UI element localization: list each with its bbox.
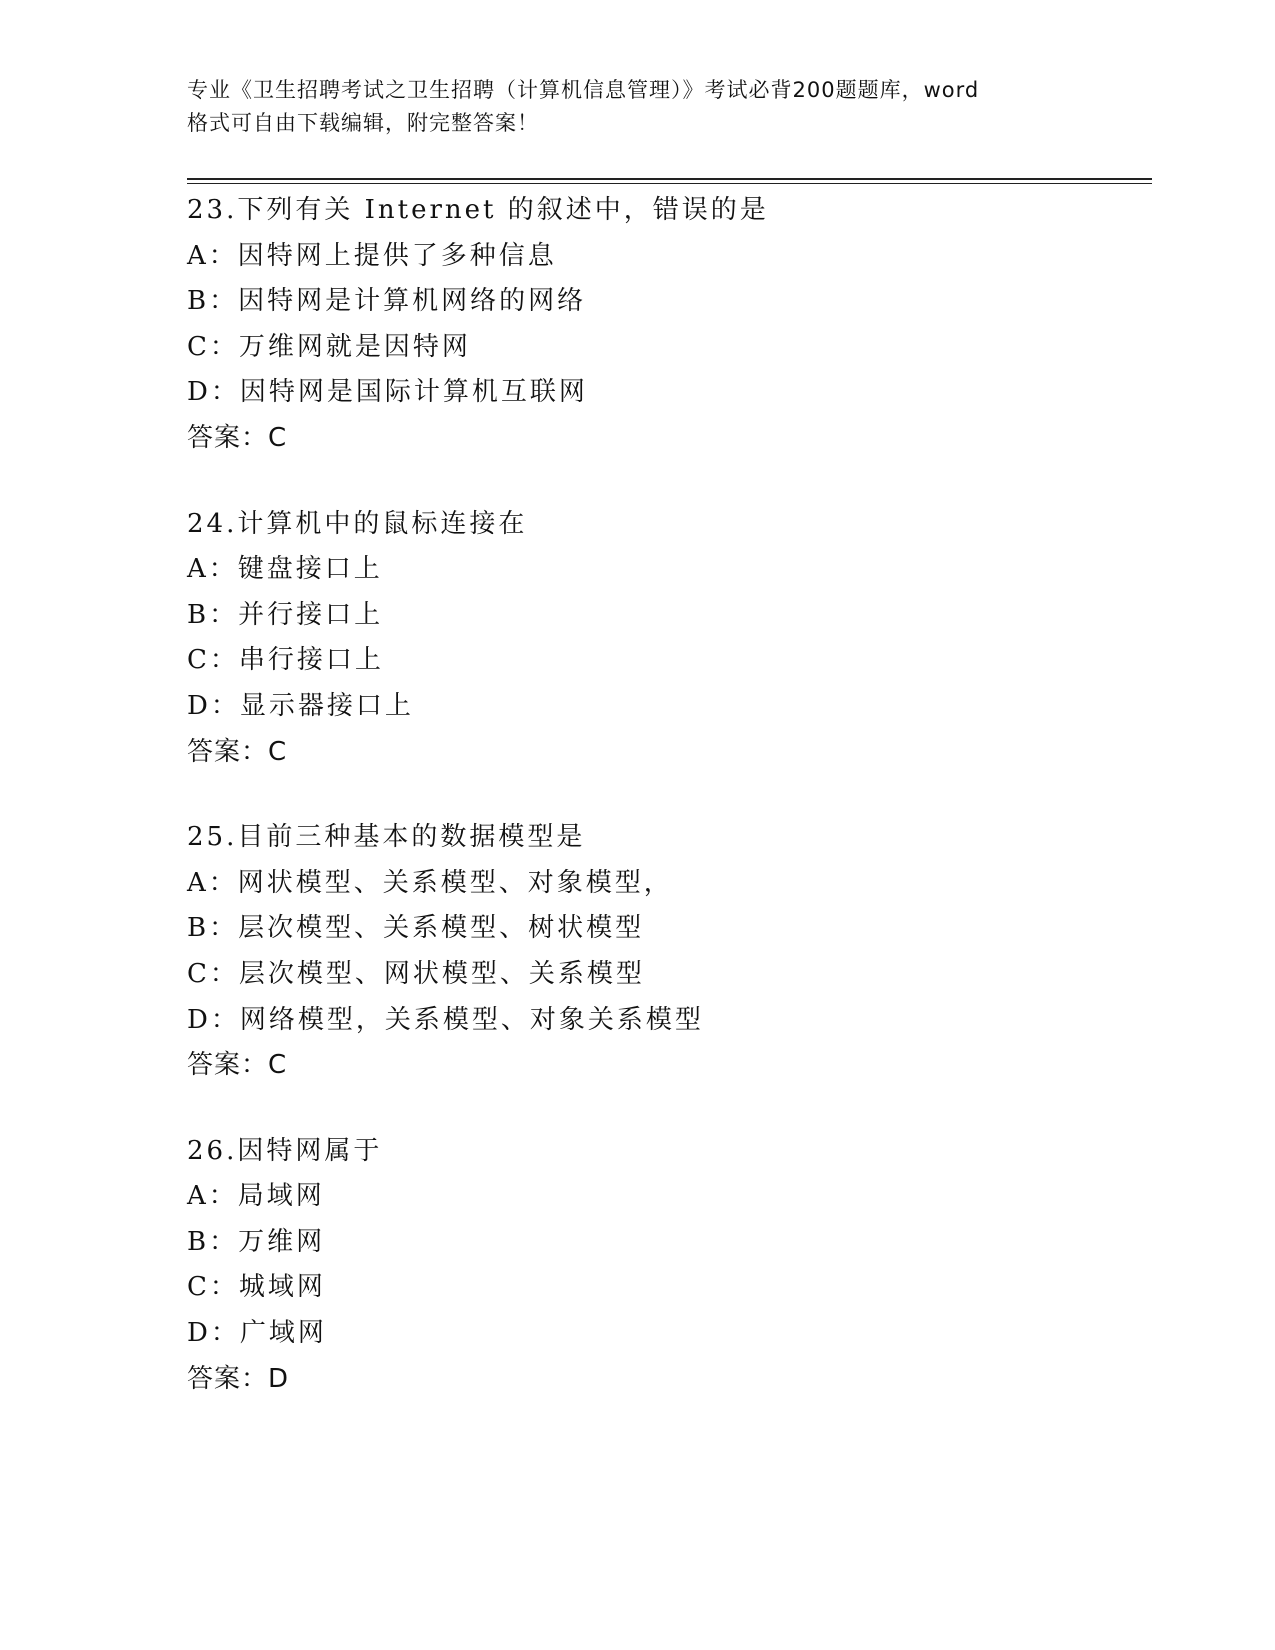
answer-line: 答案：C <box>187 1050 288 1081</box>
option-b: B：万维网 <box>187 1226 326 1257</box>
option-c: C：城域网 <box>187 1272 326 1303</box>
question-stem: 24.计算机中的鼠标连接在 <box>187 508 528 539</box>
option-a: A：局域网 <box>187 1181 325 1212</box>
question-25 <box>187 815 1152 1089</box>
option-c: C：万维网就是因特网 <box>187 331 471 362</box>
option-c: C：层次模型、网状模型、关系模型 <box>187 958 645 989</box>
document-header <box>187 74 1087 140</box>
answer-line: 答案：D <box>187 1363 290 1394</box>
option-d: D：网络模型，关系模型、对象关系模型 <box>187 1004 704 1035</box>
option-d: D：因特网是国际计算机互联网 <box>187 377 588 408</box>
question-stem: 25.目前三种基本的数据模型是 <box>187 822 586 853</box>
option-b: B：并行接口上 <box>187 599 384 630</box>
option-b: B：层次模型、关系模型、树状模型 <box>187 913 645 944</box>
question-23 <box>187 188 1152 462</box>
option-d: D：广域网 <box>187 1318 327 1349</box>
answer-line: 答案：C <box>187 422 288 453</box>
option-a: A：键盘接口上 <box>187 554 383 585</box>
question-list <box>187 188 1152 1442</box>
option-d: D：显示器接口上 <box>187 690 414 721</box>
option-c: C：串行接口上 <box>187 645 384 676</box>
header-line-2: 格式可自由下载编辑，附完整答案！ <box>187 111 539 135</box>
question-stem: 26.因特网属于 <box>187 1135 383 1166</box>
answer-line: 答案：C <box>187 736 288 767</box>
question-26 <box>187 1129 1152 1403</box>
option-a: A：因特网上提供了多种信息 <box>187 240 557 271</box>
question-24 <box>187 502 1152 776</box>
option-a: A：网状模型、关系模型、对象模型， <box>187 867 673 898</box>
header-divider-thin <box>187 183 1152 184</box>
header-line-1: 专业《卫生招聘考试之卫生招聘（计算机信息管理）》考试必背200题题库，word <box>187 78 980 102</box>
header-divider-thick <box>187 178 1152 180</box>
question-stem: 23.下列有关 Internet 的叙述中，错误的是 <box>187 195 769 225</box>
option-b: B：因特网是计算机网络的网络 <box>187 286 587 317</box>
